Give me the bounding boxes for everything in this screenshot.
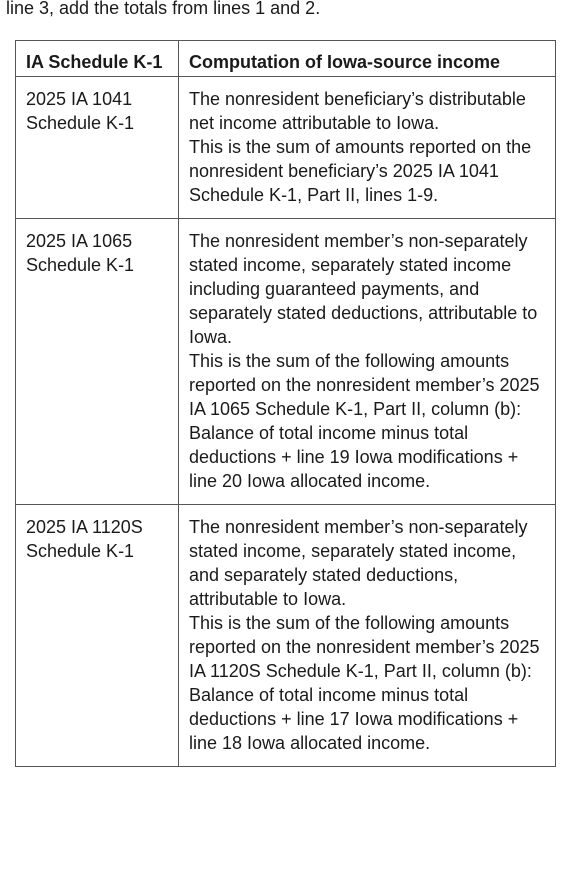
table-header-row: [16, 41, 556, 77]
computation-paragraph: The nonresident member’s non-separately stated income, separately stated income including guaranteed payments, and separately stated deductions, attributable to Iowa.: [189, 231, 538, 347]
computation-cell: [179, 77, 556, 219]
computation-cell: [179, 219, 556, 505]
table-row: [16, 505, 556, 767]
column-header-schedule: IA Schedule K-1: [16, 41, 179, 77]
computation-paragraph: Balance of total income minus total deductions + line 17 Iowa modifications + line 18 Iowa allocated income.: [189, 685, 519, 753]
computation-paragraph: Balance of total income minus total deductions + line 19 Iowa modifications + line 20 Iowa allocated income.: [189, 423, 519, 491]
table-row: [16, 219, 556, 505]
form-type-cell: 2025 IA 1120S Schedule K-1: [16, 505, 179, 767]
computation-paragraph: This is the sum of the following amounts reported on the nonresident member’s 2025 IA 1065 Schedule K-1, Part II, column (b):: [189, 351, 540, 419]
computation-paragraph: This is the sum of amounts reported on the nonresident beneficiary’s 2025 IA 1041 Schedule K-1, Part II, lines 1-9.: [189, 137, 532, 205]
form-type-cell: 2025 IA 1065 Schedule K-1: [16, 219, 179, 505]
column-header-computation: Computation of Iowa-source income: [179, 41, 556, 77]
computation-cell: [179, 505, 556, 767]
computation-paragraph: The nonresident beneficiary’s distributable net income attributable to Iowa.: [189, 89, 526, 133]
computation-paragraph: This is the sum of the following amounts reported on the nonresident member’s 2025 IA 1120S Schedule K-1, Part II, column (b):: [189, 613, 540, 681]
table-row: [16, 77, 556, 219]
computation-paragraph: The nonresident member’s non-separately stated income, separately stated income, and separately stated deductions, attributable to Iowa.: [189, 517, 528, 609]
form-type-cell: 2025 IA 1041 Schedule K-1: [16, 77, 179, 219]
schedule-k1-table: [15, 40, 556, 767]
intro-text: line 3, add the totals from lines 1 and 2.: [6, 0, 321, 18]
